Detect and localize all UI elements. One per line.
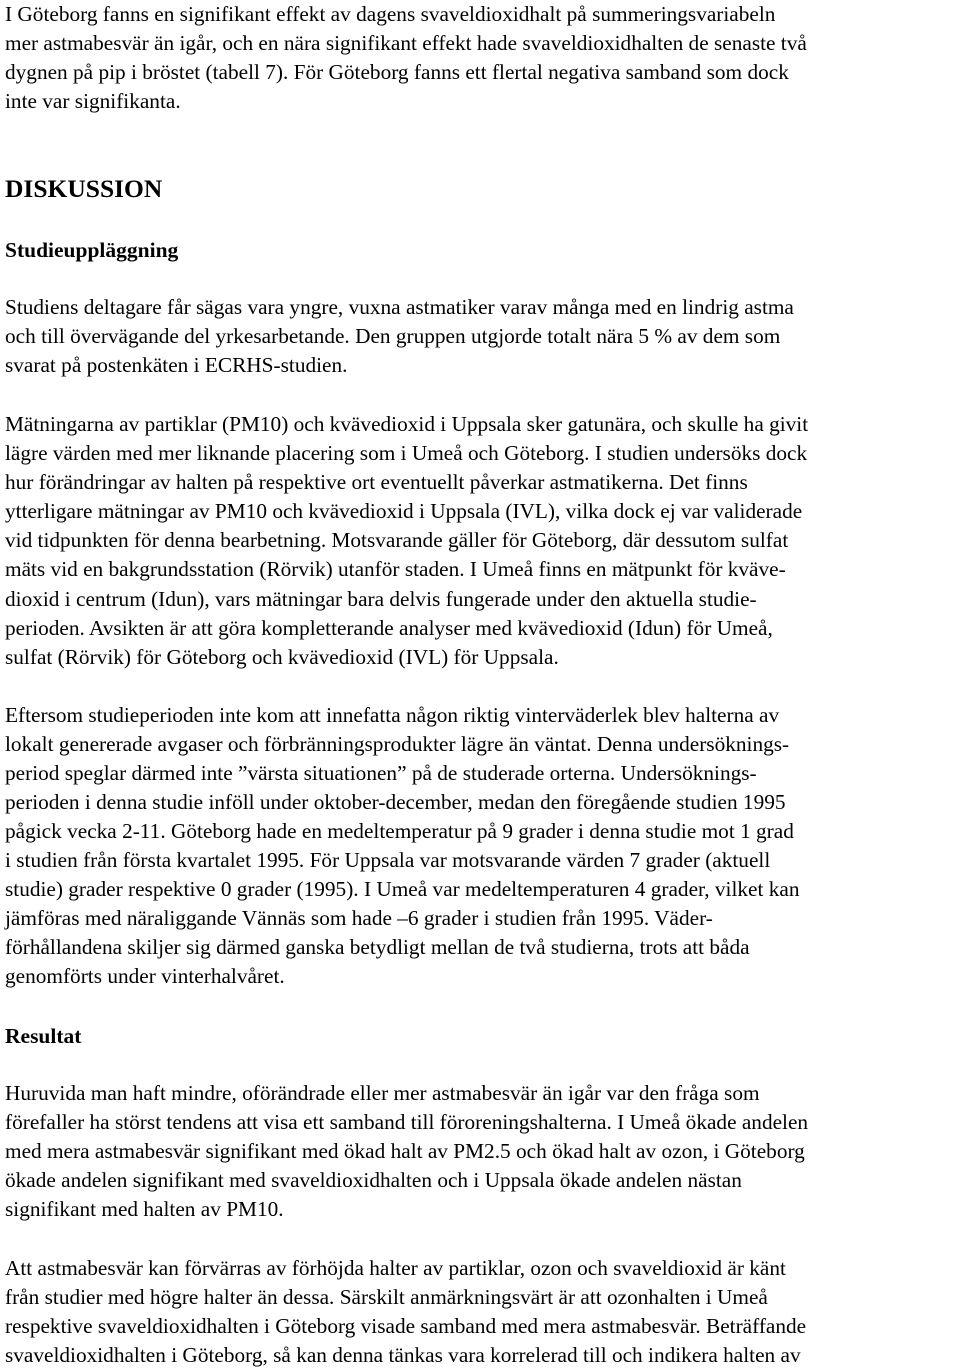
text-line: förhållandena skiljer sig därmed ganska betydligt mellan de två studierna, trots att båda bbox=[5, 935, 750, 959]
text-line: ytterligare mätningar av PM10 och kvävedioxid i Uppsala (IVL), vilka dock ej var validerade bbox=[5, 499, 803, 523]
text-line: period speglar därmed inte ”värsta situationen” på de studerade orterna. Undersöknings- bbox=[5, 761, 757, 785]
text-line: perioden i denna studie inföll under oktober-december, medan den föregående studien 1995 bbox=[5, 790, 786, 814]
text-line: respektive svaveldioxidhalten i Göteborg visade samband med mera astmabesvär. Beträffande bbox=[5, 1314, 807, 1338]
text-line: dygnen på pip i bröstet (tabell 7). För Göteborg fanns ett flertal negativa samband som dock bbox=[5, 60, 789, 84]
text-line: signifikant med halten av PM10. bbox=[5, 1197, 284, 1221]
text-line: och till övervägande del yrkesarbetande. Den gruppen utgjorde totalt nära 5 % av dem som bbox=[5, 324, 781, 348]
text-line: med mera astmabesvär signifikant med ökad halt av PM2.5 och ökad halt av ozon, i Göteborg bbox=[5, 1139, 805, 1163]
text-line: Mätningarna av partiklar (PM10) och kvävedioxid i Uppsala sker gatunära, och skulle ha givit bbox=[5, 412, 809, 436]
text-line: dioxid i centrum (Idun), vars mätningar bara delvis fungerade under den aktuella studie- bbox=[5, 587, 757, 611]
section-heading-diskussion: DISKUSSION bbox=[5, 174, 163, 203]
text-line: svaveldioxidhalten i Göteborg, så kan denna tänkas vara korrelerad till och indikera halten av bbox=[5, 1343, 801, 1367]
text-line: Huruvida man haft mindre, oförändrade eller mer astmabesvär än igår var den fråga som bbox=[5, 1081, 760, 1105]
text-line: mer astmabesvär än igår, och en nära signifikant effekt hade svaveldioxidhalten de senaste två bbox=[5, 31, 807, 55]
text-line: perioden. Avsikten är att göra kompletterande analyser med kvävedioxid (Idun) för Umeå, bbox=[5, 616, 773, 640]
text-line: svarat på postenkäten i ECRHS-studien. bbox=[5, 353, 348, 377]
text-line: Att astmabesvär kan förvärras av förhöjda halter av partiklar, ozon och svaveldioxid är känt bbox=[5, 1256, 786, 1280]
text-line: Studiens deltagare får sägas vara yngre, vuxna astmatiker varav många med en lindrig astma bbox=[5, 295, 794, 319]
text-line: förefaller ha störst tendens att visa ett samband till föroreningshalterna. I Umeå ökade andelen bbox=[5, 1110, 809, 1134]
subsection-heading-studieupplaggning: Studieuppläggning bbox=[5, 238, 179, 262]
text-line: lokalt genererade avgaser och förbränningsprodukter lägre än väntat. Denna undersöknings- bbox=[5, 732, 790, 756]
text-line: i studien från första kvartalet 1995. För Uppsala var motsvarande värden 7 grader (aktuell bbox=[5, 848, 771, 872]
text-line: genomförts under vinterhalvåret. bbox=[5, 964, 285, 988]
subsection-heading-resultat: Resultat bbox=[5, 1024, 82, 1048]
text-line: hur förändringar av halten på respektive ort eventuellt påverkar astmatikerna. Det finns bbox=[5, 470, 748, 494]
text-line: mäts vid en bakgrundsstation (Rörvik) utanför staden. I Umeå finns en mätpunkt för kväve- bbox=[5, 557, 786, 581]
text-line: från studier med högre halter än dessa. Särskilt anmärkningsvärt är att ozonhalten i Umeå bbox=[5, 1285, 768, 1309]
text-line: I Göteborg fanns en signifikant effekt av dagens svaveldioxidhalt på summeringsvariabeln bbox=[5, 2, 776, 26]
text-line: inte var signifikanta. bbox=[5, 89, 181, 113]
text-line: lägre värden med mer liknande placering som i Umeå och Göteborg. I studien undersöks dock bbox=[5, 441, 808, 465]
text-line: Eftersom studieperioden inte kom att innefatta någon riktig vinterväderlek blev halterna av bbox=[5, 703, 780, 727]
text-line: pågick vecka 2-11. Göteborg hade en medeltemperatur på 9 grader i denna studie mot 1 grad bbox=[5, 819, 794, 843]
text-line: ökade andelen signifikant med svaveldioxidhalten och i Uppsala ökade andelen nästan bbox=[5, 1168, 742, 1192]
text-line: jämföras med näraliggande Vännäs som hade –6 grader i studien från 1995. Väder- bbox=[5, 906, 713, 930]
text-line: vid tidpunkten för denna bearbetning. Motsvarande gäller för Göteborg, där dessutom sulfat bbox=[5, 528, 789, 552]
text-line: studie) grader respektive 0 grader (1995). I Umeå var medeltemperaturen 4 grader, vilket kan bbox=[5, 877, 800, 901]
text-line: sulfat (Rörvik) för Göteborg och kvävedioxid (IVL) för Uppsala. bbox=[5, 645, 559, 669]
